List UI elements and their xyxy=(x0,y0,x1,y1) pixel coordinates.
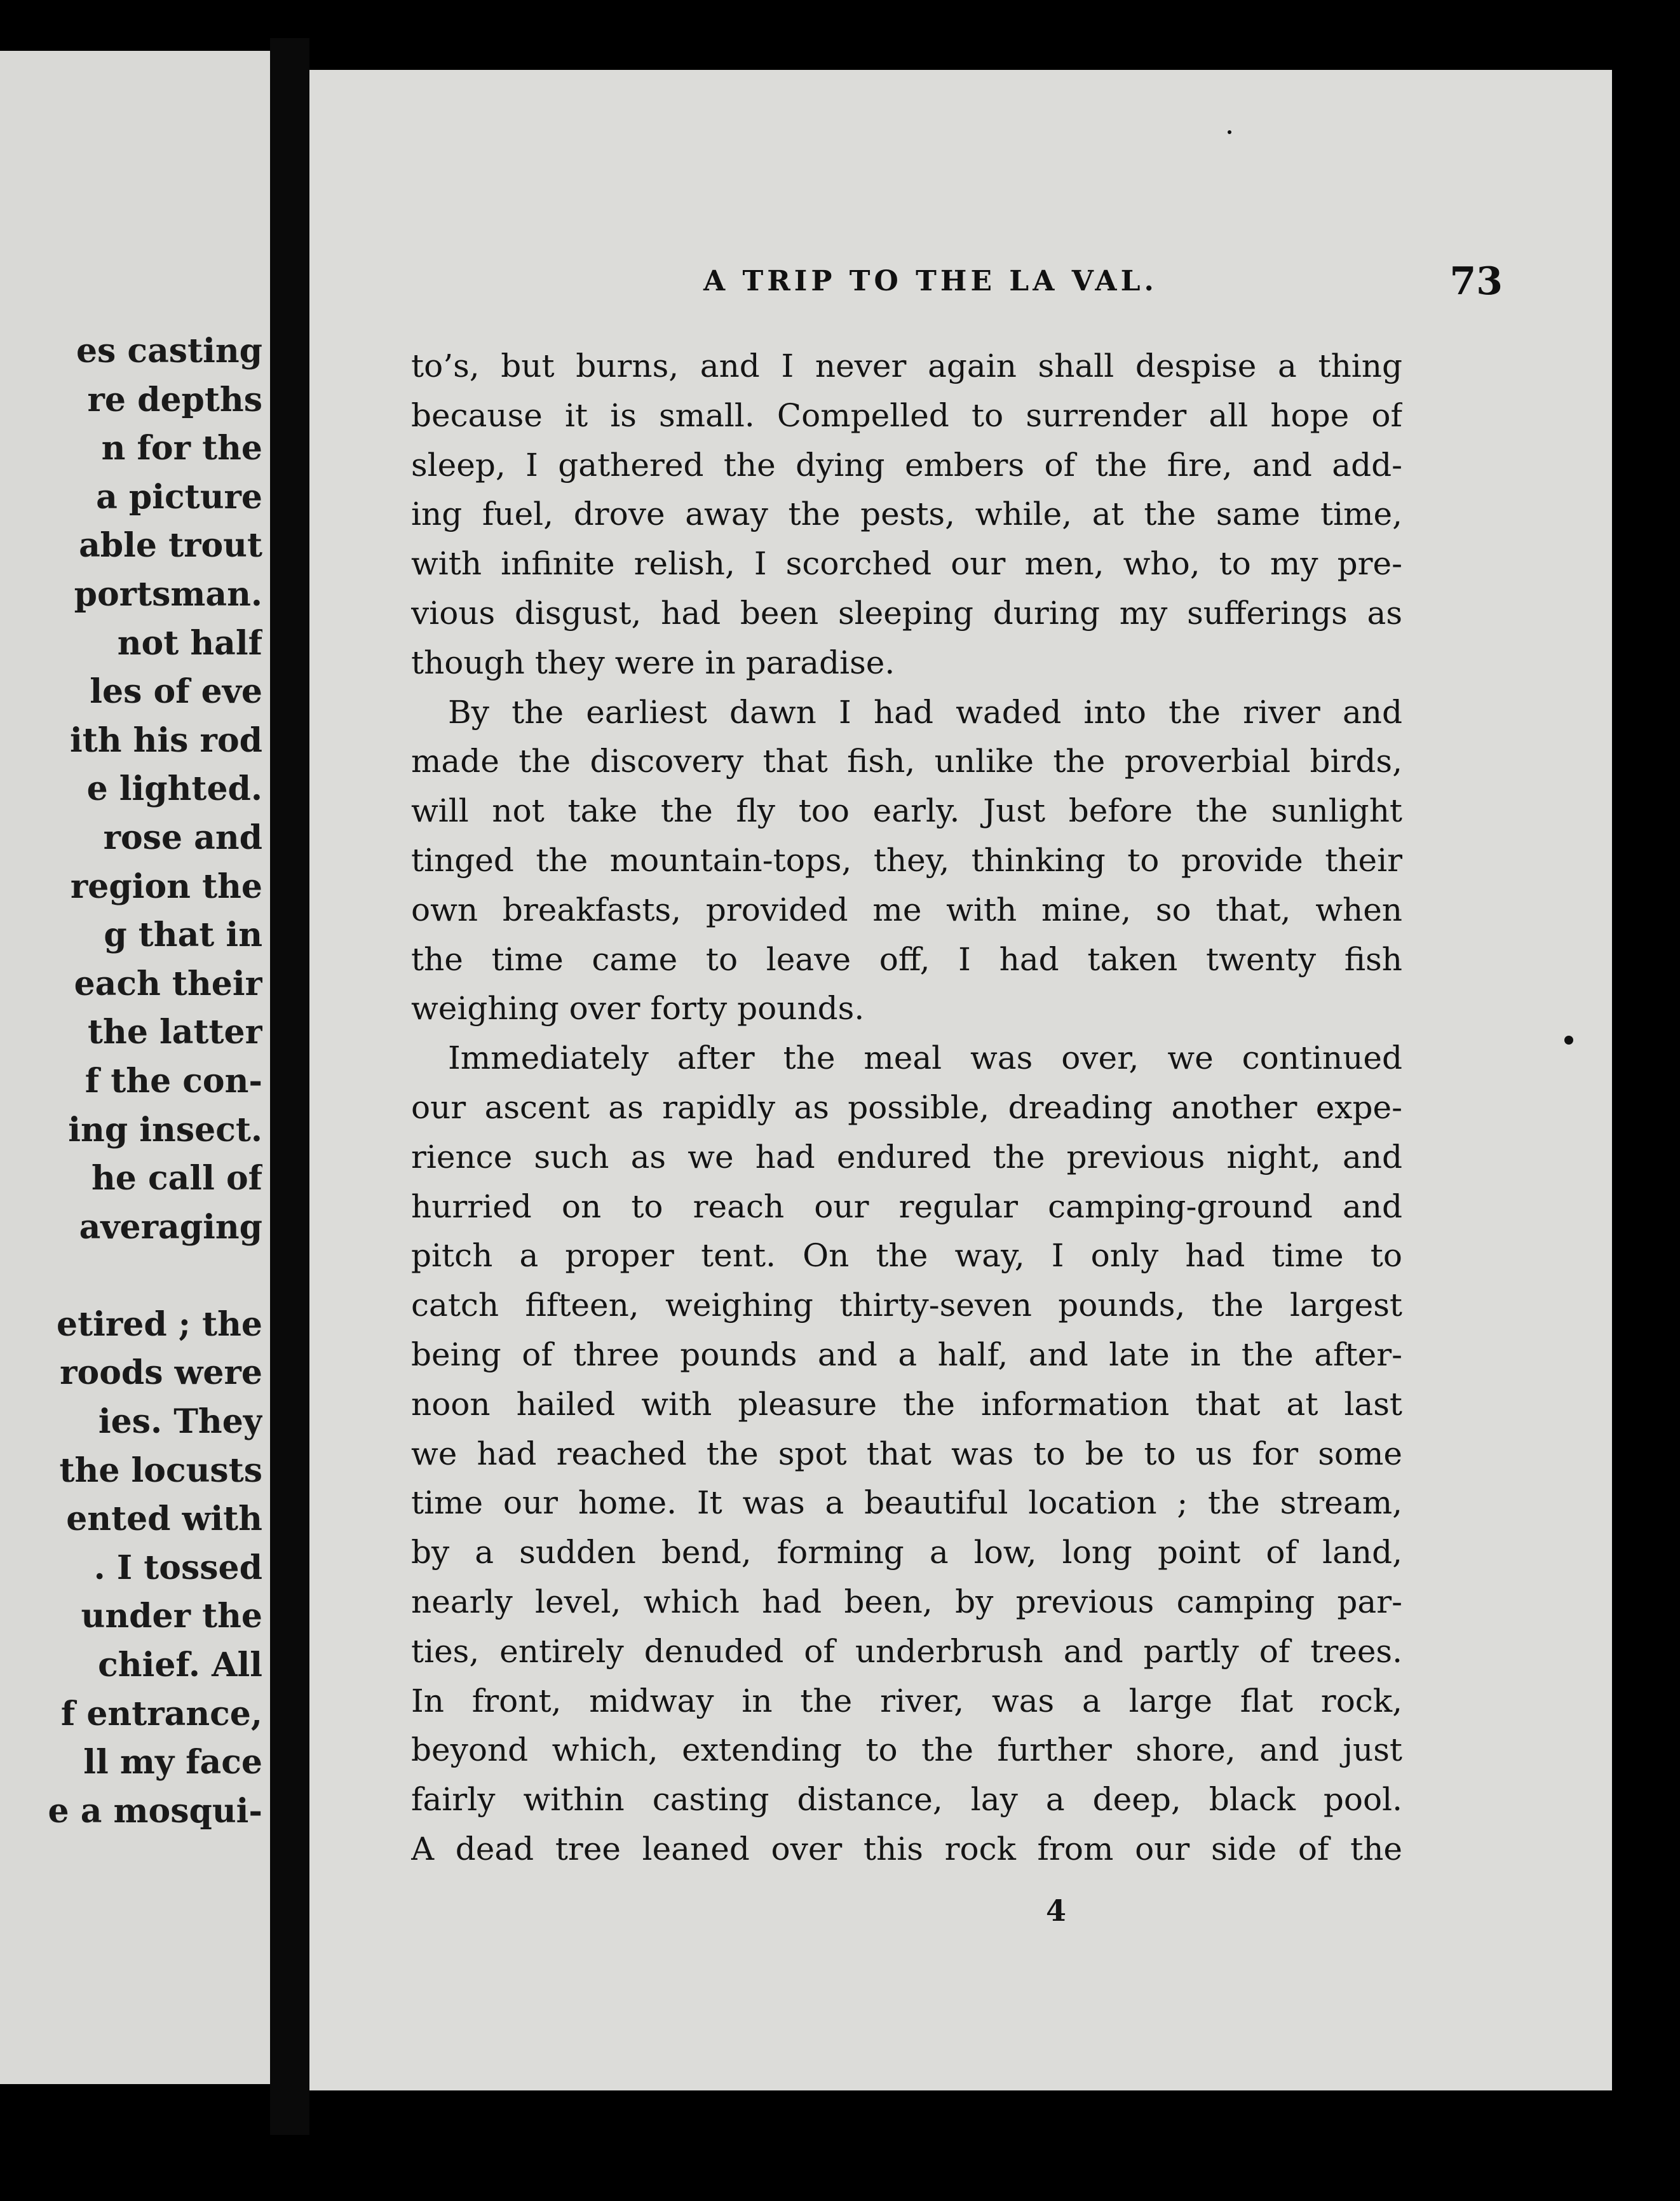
text-line: the time came to leave off, I had taken twenty fish xyxy=(411,940,1402,978)
text-line: vious disgust, had been sleeping during my sufferings as xyxy=(411,594,1402,632)
left-page-line: ented with xyxy=(66,1500,262,1539)
text-line: pitch a proper tent. On the way, I only had time to xyxy=(411,1237,1402,1275)
left-page-line: he call of xyxy=(91,1159,262,1198)
text-line: nearly level, which had been, by previous camping par- xyxy=(411,1583,1402,1620)
left-page-line: etired ; the xyxy=(56,1304,262,1344)
left-page-line: the latter xyxy=(88,1013,262,1052)
left-page-line: ll my face xyxy=(83,1743,262,1782)
left-page-line: . I tossed xyxy=(93,1548,262,1587)
left-page-line: roods were xyxy=(60,1353,262,1393)
text-line: beyond which, extending to the further shore, and just xyxy=(411,1731,1402,1769)
left-page-line: the locusts xyxy=(59,1451,262,1490)
left-page-line: averaging xyxy=(79,1207,262,1247)
text-line: By the earliest dawn I had waded into the river and xyxy=(448,693,1402,731)
text-line: weighing over forty pounds. xyxy=(411,990,865,1027)
text-line: In front, midway in the river, was a large flat rock, xyxy=(411,1682,1402,1719)
text-line: being of three pounds and a half, and late in the after- xyxy=(411,1336,1402,1373)
text-line: because it is small. Compelled to surrender all hope of xyxy=(411,396,1402,434)
text-line: with infinite relish, I scorched our men, who, to my pre- xyxy=(411,545,1402,583)
text-line: A dead tree leaned over this rock from our side of the xyxy=(411,1830,1402,1867)
text-line: though they were in paradise. xyxy=(411,644,895,681)
book-gutter xyxy=(270,38,309,2135)
ink-speck xyxy=(1564,1036,1573,1045)
text-line: tinged the mountain-tops, they, thinking to provide their xyxy=(411,841,1402,879)
text-line: sleep, I gathered the dying embers of the fire, and add- xyxy=(411,446,1402,484)
text-line: time our home. It was a beautiful location ; the stream, xyxy=(411,1484,1402,1522)
text-line: catch fifteen, weighing thirty-seven pounds, the largest xyxy=(411,1287,1402,1324)
left-page-line: f the con- xyxy=(85,1061,262,1100)
left-page-line: each their xyxy=(74,964,262,1003)
left-page-line: not half xyxy=(117,623,262,663)
left-page-line: f entrance, xyxy=(60,1694,262,1733)
text-line: own breakfasts, provided me with mine, so that, when xyxy=(411,891,1402,928)
text-line: by a sudden bend, forming a low, long point of land, xyxy=(411,1534,1402,1571)
left-page-line: ies. They xyxy=(98,1402,262,1442)
left-page-line: a picture xyxy=(96,477,262,517)
text-line: made the discovery that fish, unlike the proverbial birds, xyxy=(411,743,1402,780)
running-head-title: A TRIP TO THE LA VAL. xyxy=(703,265,1158,297)
left-page-line: es casting xyxy=(76,332,262,370)
left-page-line xyxy=(0,1252,262,1301)
left-page-line: les of eve xyxy=(90,672,262,712)
text-line: rience such as we had endured the previous night, and xyxy=(411,1138,1402,1175)
text-line: will not take the fly too early. Just before the sunlight xyxy=(411,792,1402,830)
ink-speck xyxy=(1228,130,1231,134)
body-text xyxy=(411,342,1402,1874)
text-line: fairly within casting distance, lay a deep, black pool. xyxy=(411,1781,1402,1818)
left-page-line: able trout xyxy=(79,526,262,565)
left-page-text xyxy=(0,327,262,1836)
text-line: ing fuel, drove away the pests, while, at the same time, xyxy=(411,496,1402,533)
text-line: to’s, but burns, and I never again shall despise a thing xyxy=(411,348,1402,384)
left-page-line: n for the xyxy=(101,429,262,468)
left-page-line: re depths xyxy=(87,380,262,419)
text-line: Immediately after the meal was over, we continued xyxy=(448,1040,1402,1077)
page-number: 73 xyxy=(1449,259,1503,304)
left-page-line: rose and xyxy=(103,818,262,857)
signature-mark: 4 xyxy=(1045,1893,1066,1928)
right-page xyxy=(309,70,1612,2090)
text-line: ties, entirely denuded of underbrush and partly of trees. xyxy=(411,1632,1402,1670)
left-page-line: ith his rod xyxy=(69,721,262,760)
text-line: noon hailed with pleasure the information that at last xyxy=(411,1385,1402,1423)
running-head xyxy=(309,253,1612,310)
text-line: we had reached the spot that was to be to us for some xyxy=(411,1435,1402,1472)
text-line: hurried on to reach our regular camping-ground and xyxy=(411,1188,1402,1225)
text-line: our ascent as rapidly as possible, dreading another expe- xyxy=(411,1088,1402,1126)
left-page-line: g that in xyxy=(104,916,262,955)
left-page-line: region the xyxy=(70,867,262,906)
left-page-line: portsman. xyxy=(74,574,262,614)
left-facing-page xyxy=(0,51,270,2084)
left-page-line: chief. All xyxy=(98,1646,262,1685)
left-page-line: e a mosqui- xyxy=(48,1791,262,1831)
left-page-line: under the xyxy=(81,1597,262,1636)
left-page-line: ing insect. xyxy=(68,1110,262,1149)
left-page-line: e lighted. xyxy=(86,769,262,809)
